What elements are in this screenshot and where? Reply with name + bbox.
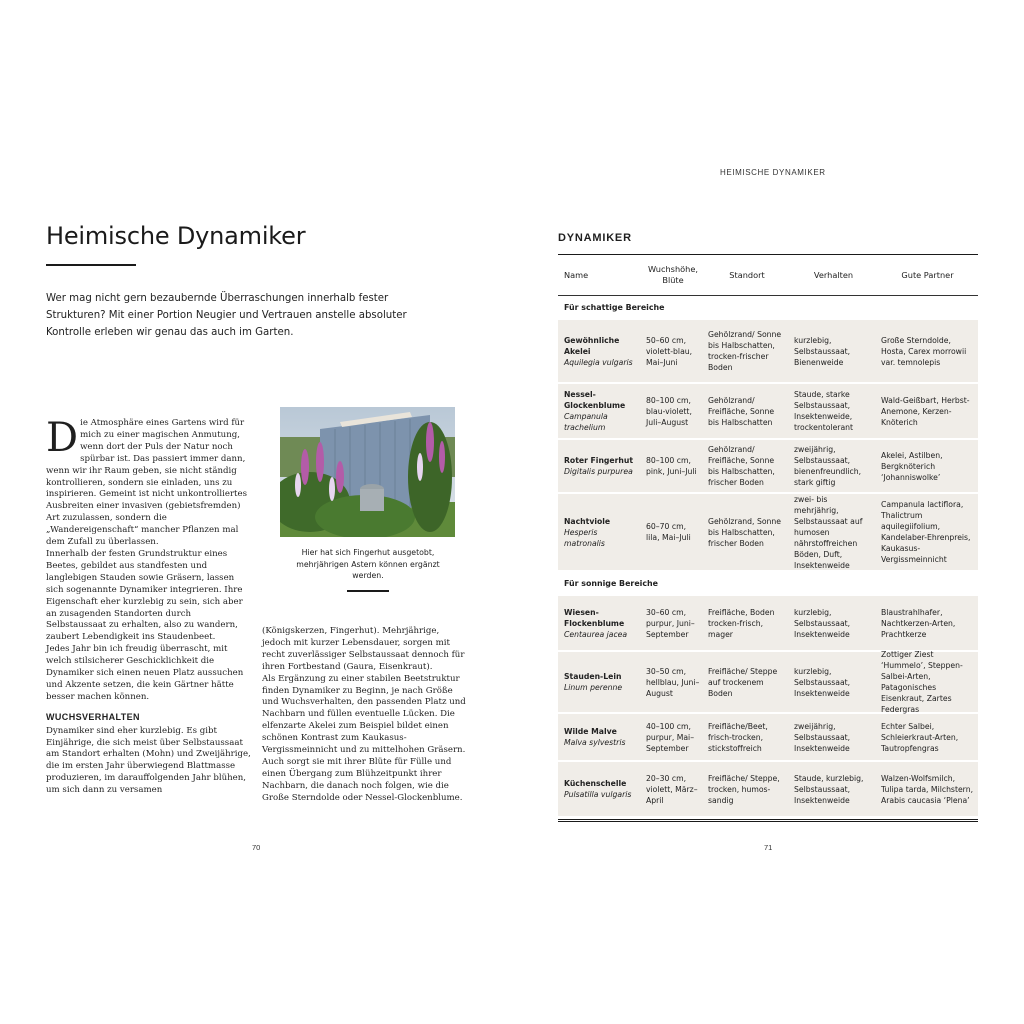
behaviour-cell: zwei- bis mehrjährig, Selbstaussaat auf humosen nährstoffreichen Böden, Duft, Insektenweide: [794, 494, 863, 570]
height-cell: 30–50 cm, hellblau, Juni–August: [646, 666, 700, 698]
garden-shed-photo: [280, 407, 455, 537]
behaviour-cell: Staude, starke Selbstaussaat, Insektenweide, trockentolerant: [794, 390, 854, 432]
plant-name: Wilde Malve: [564, 727, 617, 736]
header-location: Standort: [729, 269, 765, 280]
height-cell: 40–100 cm, purpur, Mai–September: [646, 721, 695, 753]
body-paragraph: [46, 415, 252, 549]
height-cell: 60–70 cm, lila, Mai–Juli: [646, 522, 691, 542]
partners-cell: Echter Salbei, Schleierkraut-Arten, Tautropfengras: [881, 721, 959, 753]
plant-name: Gewöhnliche Akelei: [564, 335, 620, 356]
body-paragraph: Jedes Jahr bin ich freudig überrascht, mit welch stilsicherer Geschicklichkeit die Dynamiker sich einen neuen Platz aussuchen und Akzente setzen, die kein Gärtner hätte besser machen können.: [46, 644, 244, 702]
latin-name: Centaurea jacea: [564, 629, 628, 639]
latin-name: Pulsatilla vulgaris: [564, 790, 632, 799]
table-row: [558, 652, 978, 714]
plant-name-cell: [558, 335, 642, 368]
intro-paragraph: Wer mag nicht gern bezaubernde Überraschungen innerhalb fester Strukturen? Mit einer Portion Neugier und Vertrauen anstelle absoluter Kontrolle erleben wir genau das auch im Garten.: [46, 293, 407, 338]
page-number: 71: [764, 843, 773, 852]
height-cell: 80–100 cm, blau-violett, Juli–August: [646, 395, 692, 427]
plant-name: Wiesen-Flockenblume: [564, 607, 625, 628]
latin-name: Hesperis matronalis: [564, 527, 605, 548]
partners-cell: Walzen-Wolfsmilch, Tulipa tarda, Milchstern, Arabis caucasia ‘Plena’: [881, 773, 974, 805]
table-row: [558, 320, 978, 384]
behaviour-cell: kurzlebig, Selbstaussaat, Insektenweide: [794, 607, 851, 639]
location-cell: Gehölzrand/ Freifläche, Sonne bis Halbschatten, frischer Boden: [708, 445, 775, 487]
height-cell: 20–30 cm, violett, März–April: [646, 773, 698, 805]
plant-name: Nessel-Glockenblume: [564, 390, 626, 410]
latin-name: Malva sylvestris: [564, 738, 626, 747]
plant-name: Stauden-Lein: [564, 672, 622, 681]
partners-cell: Große Sterndolde, Hosta, Carex morrowii var. temnolepis: [881, 335, 967, 367]
page-number: 70: [252, 843, 261, 852]
table-row: [558, 714, 978, 762]
right-page: [512, 0, 1024, 1024]
location-cell: Gehölzrand/ Freifläche, Sonne bis Halbschatten: [708, 395, 775, 427]
header-height: Wuchshöhe, Blüte: [648, 264, 698, 285]
title-rule: [46, 264, 136, 266]
plant-name-cell: [558, 726, 642, 748]
plant-name-cell: [558, 389, 642, 433]
table-title: DYNAMIKER: [558, 232, 632, 244]
latin-name: Linum perenne: [564, 683, 623, 692]
partners-cell: Akelei, Astilben, Bergknöterich ‘Johanniswolke’: [881, 450, 943, 482]
plant-name-cell: [558, 455, 642, 477]
partners-cell: Wald-Geißbart, Herbst-Anemone, Kerzen-Knöterich: [881, 395, 970, 427]
text-column-1: [46, 415, 252, 797]
plant-name: Nachtviole: [564, 516, 611, 526]
body-paragraph: Dynamiker sind eher kurzlebig. Es gibt Einjährige, die sich meist über Selbstaussaat am Standort erhalten (Mohn) und Zweijährige, die im ersten Jahr überwiegend Blattmasse produzieren, im darauffolgenden Jahr blühen, um sich dann zu versamen: [46, 725, 251, 796]
running-head: HEIMISCHE DYNAMIKER: [720, 168, 826, 177]
table-row: [558, 384, 978, 440]
location-cell: Gehölzrand/ Sonne bis Halbschatten, trocken-frischer Boden: [708, 330, 782, 372]
behaviour-cell: kurzlebig, Selbstaussaat, Bienenweide: [794, 335, 851, 367]
photo-caption: Hier hat sich Fingerhut ausgetobt, mehrjährigen Astern können ergänzt werden.: [296, 548, 440, 580]
table-header-row: [558, 255, 978, 296]
table-row: [558, 494, 978, 572]
section-label-shade: Für schattige Bereiche: [558, 296, 978, 320]
behaviour-cell: zweijährig, Selbstaussaat, bienenfreundlich, stark giftig: [794, 445, 862, 487]
header-partners: Gute Partner: [901, 269, 954, 280]
page-title: Heimische Dynamiker: [46, 222, 306, 250]
location-cell: Gehölzrand, Sonne bis Halbschatten, frischer Boden: [708, 516, 782, 548]
plant-name-cell: [558, 671, 642, 693]
header-behaviour: Verhalten: [813, 269, 854, 280]
height-cell: 50–60 cm, violett-blau, Mai–Juni: [646, 335, 693, 367]
plant-name-cell: [558, 607, 642, 640]
latin-name: Campanula trachelium: [564, 412, 608, 432]
body-paragraph: Als Ergänzung zu einer stabilen Beetstruktur finden Dynamiker zu Beginn, je nach Größe und Wuchsverhalten, den passenden Platz und Nachbarn und füllen eventuelle Lücken. Die elfenzarte Akelei zum Beispiel bildet einen schönen Kontrast zum Kaukasus-Vergissmeinnicht und zu mittelhohen Gräsern. Auch sorgt sie mit ihrer Blüte für Fülle und einen Übergang zum Blühzeitpunkt ihrer Nachbarn, die danach noch folgen, wie die Große Sterndolde oder Nessel-Glockenblume.: [262, 673, 466, 803]
partners-cell: Blaustrahlhafer, Nachtkerzen-Arten, Prachtkerze: [881, 607, 956, 639]
behaviour-cell: zweijährig, Selbstaussaat, Insektenweide: [794, 721, 851, 753]
behaviour-cell: Staude, kurzlebig, Selbstaussaat, Insektenweide: [794, 773, 864, 805]
location-cell: Freifläche/ Steppe auf trockenem Boden: [708, 666, 778, 698]
text-column-2: [262, 626, 470, 805]
behaviour-cell: kurzlebig, Selbstaussaat, Insektenweide: [794, 666, 851, 698]
location-cell: Freifläche, Boden trocken-frisch, mager: [708, 607, 775, 639]
foxglove-garden-image: [280, 407, 455, 537]
latin-name: Aquilegia vulgaris: [564, 357, 633, 367]
caption-rule: [347, 590, 389, 592]
body-paragraph: Innerhalb der festen Grundstruktur eines Beetes, gebildet aus standfesten und langlebigen Stauden sowie Gräsern, lassen sich sogenannte Dynamiker integrieren. Ihre Eigenschaft eher kurzlebig zu sein, sich aber an zusagenden Standorten durch Selbstaussaat zu erhalten, also zu wandern, zaubert Lebendigkeit ins Staudenbeet.: [46, 548, 243, 643]
section-label-sun: Für sonnige Bereiche: [558, 572, 978, 596]
table-row: [558, 440, 978, 494]
plant-name: Roter Fingerhut: [564, 456, 634, 465]
body-paragraph: (Königskerzen, Fingerhut). Mehrjährige, jedoch mit kurzer Lebensdauer, sorgen mit recht zuverlässiger Selbstaussaat dennoch für ihren Fortbestand (Gaura, Eisenkraut).: [262, 626, 465, 672]
body-text: ie Atmosphäre eines Gartens wird für mich zu einer magischen Anmutung, wenn dort der Puls der Natur noch spürbar ist. Das passiert immer dann, wenn wir ihr Raum geben, sie nicht ständig kontrollieren, sondern sie einladen, uns zu inspirieren. Gemeint ist nicht unkontrolliertes Ausbreiten einer invasiven (gebietsfremden) Art zuzulassen, sondern die „Wandereigenschaft“ mancher Pflanzen mal dem Zufall zu überlassen.: [46, 418, 248, 548]
subheading: WUCHSVERHALTEN: [46, 711, 140, 722]
partners-cell: Campanula lactiflora, Thalictrum aquilegiifolium, Kandelaber-Ehrenpreis, Kaukasus-Vergissmeinnicht: [881, 500, 971, 564]
plant-name: Küchenschelle: [564, 779, 627, 788]
plant-name-cell: [558, 778, 642, 800]
location-cell: Freifläche/ Steppe, trocken, humos-sandig: [708, 773, 780, 805]
location-cell: Freifläche/Beet, frisch-trocken, stickstoffreich: [708, 721, 768, 753]
partners-cell: Zottiger Ziest ‘Hummelo’, Steppen-Salbei-Arten, Patagonisches Eisenkraut, Zartes Federgras: [881, 650, 963, 714]
plant-name-cell: [558, 516, 642, 549]
height-cell: 30–60 cm, purpur, Juni–September: [646, 607, 695, 639]
drop-cap: D: [46, 415, 79, 461]
plant-table: [558, 254, 978, 822]
table-row: [558, 762, 978, 818]
header-name: Name: [564, 269, 589, 280]
height-cell: 80–100 cm, pink, Juni–Juli: [646, 456, 697, 476]
table-row: [558, 596, 978, 652]
latin-name: Digitalis purpurea: [564, 467, 633, 476]
